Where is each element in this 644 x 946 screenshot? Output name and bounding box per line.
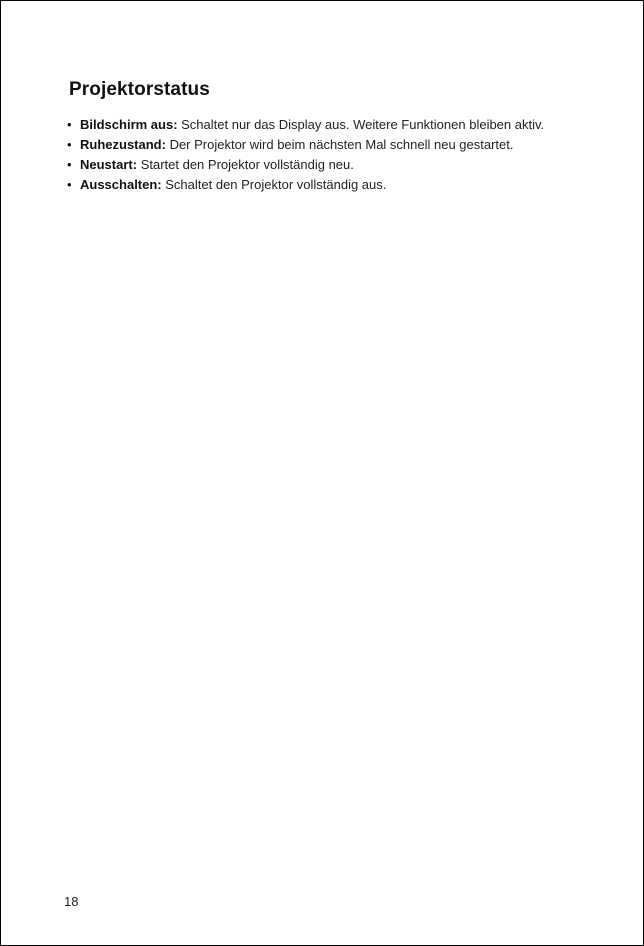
item-description: Schaltet den Projektor vollständig aus. bbox=[165, 177, 387, 192]
item-description: Startet den Projektor vollständig neu. bbox=[140, 157, 354, 172]
status-list bbox=[67, 115, 567, 195]
bullet-icon: • bbox=[67, 157, 72, 172]
item-term: Ausschalten: bbox=[80, 177, 166, 192]
list-item-neustart bbox=[67, 155, 567, 175]
item-description: Schaltet nur das Display aus. Weitere Funktionen bleiben aktiv. bbox=[181, 117, 545, 132]
bullet-icon: • bbox=[67, 117, 72, 132]
item-term: Neustart: bbox=[80, 157, 141, 172]
item-description: Der Projektor wird beim nächsten Mal schnell neu gestartet. bbox=[169, 137, 514, 152]
list-item-bildschirm-aus bbox=[67, 115, 567, 135]
section-title: Projektorstatus bbox=[69, 79, 210, 100]
list-item-ausschalten bbox=[67, 175, 567, 195]
list-item-ruhezustand bbox=[67, 135, 567, 155]
bullet-icon: • bbox=[67, 177, 72, 192]
page-number: 18 bbox=[64, 894, 79, 909]
item-term: Bildschirm aus: bbox=[80, 117, 182, 132]
bullet-icon: • bbox=[67, 137, 72, 152]
item-term: Ruhezustand: bbox=[80, 137, 170, 152]
